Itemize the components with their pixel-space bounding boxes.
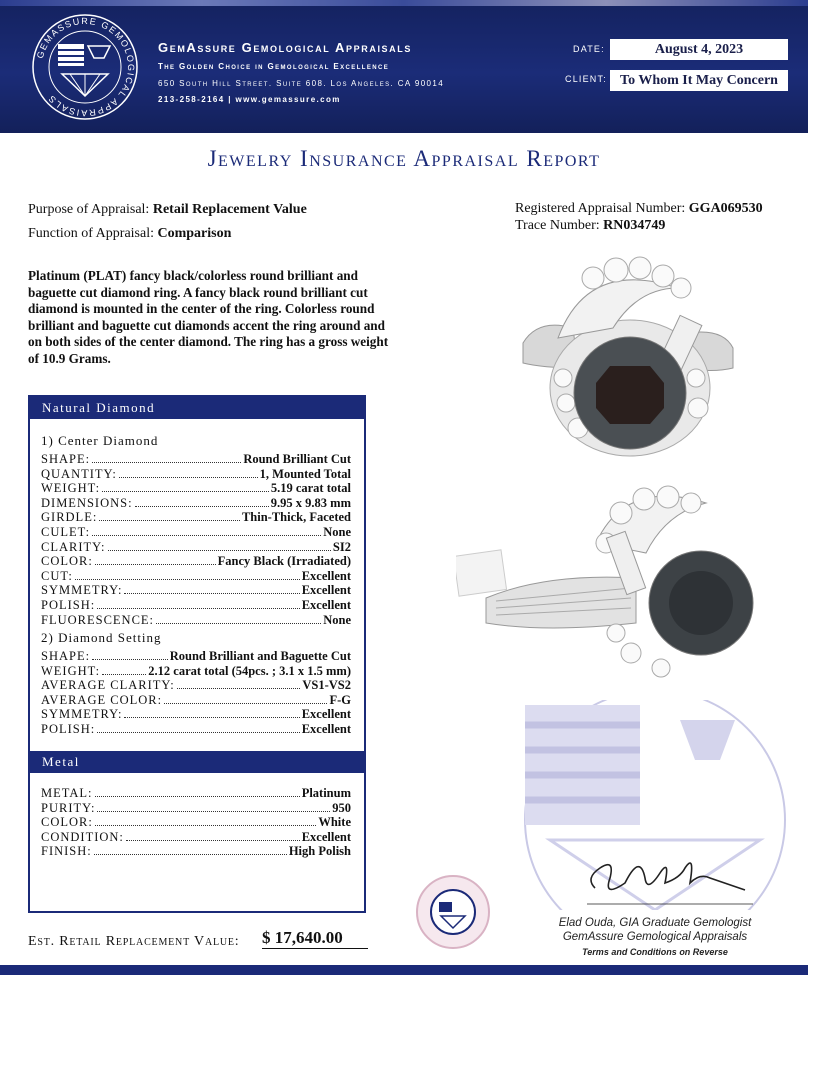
spec-label: CONDITION:: [41, 829, 124, 844]
retail-value-label: Est. Retail Replacement Value:: [28, 934, 240, 949]
spec-label: GIRDLE:: [41, 510, 98, 525]
diamond-setting-heading: 2) Diamond Setting: [41, 630, 162, 645]
spec-value: High Polish: [288, 844, 351, 859]
spec-value: Fancy Black (Irradiated): [217, 554, 351, 569]
spec-label: SHAPE:: [41, 452, 91, 466]
dot-leader: [102, 674, 146, 675]
spec-value: 5.19 carat total: [270, 481, 351, 496]
spec-value: Round Brilliant Cut: [243, 452, 351, 466]
registered-value: GGA069530: [688, 201, 763, 216]
spec-value: White: [318, 815, 351, 830]
dot-leader: [95, 825, 317, 826]
dot-leader: [97, 811, 330, 812]
spec-row: [41, 613, 351, 627]
dot-leader: [95, 796, 300, 797]
dot-leader: [156, 623, 321, 624]
spec-row: [41, 815, 351, 829]
svg-text:GEMASSURE GEMOLOGICAL APPRAISA: GEMASSURE GEMOLOGICAL APPRAISALS: [34, 15, 137, 119]
dot-leader: [108, 550, 331, 551]
spec-row: [41, 583, 351, 597]
dot-leader: [177, 688, 301, 689]
spec-label: CUT:: [41, 568, 73, 583]
spec-row: [41, 467, 351, 481]
appraiser-org: GemAssure Gemological Appraisals: [562, 931, 748, 943]
footer-bar: [0, 965, 808, 975]
spec-row: [41, 540, 351, 554]
metal-heading: Metal: [30, 751, 364, 773]
dot-leader: [126, 840, 300, 841]
spec-label: FINISH:: [41, 844, 92, 859]
gemassure-seal-logo: [30, 12, 140, 122]
center-diamond-heading: 1) Center Diamond: [41, 433, 159, 448]
dot-leader: [135, 506, 269, 507]
dot-leader: [124, 717, 299, 718]
spec-value: Excellent: [301, 722, 351, 736]
spec-label: AVERAGE CLARITY:: [41, 678, 175, 693]
client-value: To Whom It May Concern: [610, 70, 788, 91]
spec-row: [41, 801, 351, 815]
ring-photo-top: [518, 248, 738, 468]
trace-number: [515, 218, 665, 234]
spec-value: Excellent: [301, 568, 351, 583]
company-name: GemAssure Gemological Appraisals: [158, 40, 412, 55]
ring-photo-side: [456, 483, 756, 693]
dot-leader: [119, 477, 258, 478]
purpose-of-appraisal: [28, 202, 307, 218]
natural-diamond-heading: Natural Diamond: [30, 397, 364, 419]
client-label: CLIENT:: [565, 74, 607, 84]
dot-leader: [97, 732, 299, 733]
spec-value: 1, Mounted Total: [259, 466, 351, 481]
spec-label: POLISH:: [41, 722, 96, 736]
spec-row: [41, 649, 351, 663]
header-banner: [0, 0, 808, 133]
date-label: DATE:: [573, 44, 605, 54]
company-contact: 213-258-2164 | www.gemassure.com: [158, 95, 341, 104]
spec-value: None: [323, 612, 351, 627]
spec-row: [41, 496, 351, 510]
spec-value: VS1-VS2: [302, 678, 351, 693]
dot-leader: [75, 579, 300, 580]
spec-row: [41, 678, 351, 692]
spec-value: 2.12 carat total (54pcs. ; 3.1 x 1.5 mm): [148, 663, 351, 678]
appraiser-signature-block: [530, 916, 780, 944]
spec-row: [41, 693, 351, 707]
spec-row: [41, 554, 351, 568]
signature-image: [585, 848, 755, 912]
spec-row: [41, 786, 351, 800]
registered-appraisal-number: [515, 201, 763, 217]
dot-leader: [99, 520, 240, 521]
spec-value: Excellent: [301, 583, 351, 598]
spec-label: AVERAGE COLOR:: [41, 692, 163, 707]
spec-row: [41, 830, 351, 844]
spec-row: [41, 722, 351, 736]
spec-label: SHAPE:: [41, 649, 91, 663]
purpose-label: Purpose of Appraisal:: [28, 202, 150, 217]
function-label: Function of Appraisal:: [28, 226, 154, 241]
spec-label: COLOR:: [41, 554, 93, 569]
dot-leader: [164, 703, 327, 704]
registered-label: Registered Appraisal Number:: [515, 201, 686, 216]
spec-value: 9.95 x 9.83 mm: [270, 495, 351, 510]
spec-label: POLISH:: [41, 598, 96, 612]
spec-value: Excellent: [301, 598, 351, 612]
item-description: Platinum (PLAT) fancy black/colorless round brilliant and baguette cut diamond ring. A fancy black round brilliant cut diamond is mounted in the center of the ring. Colorless round brilliant and baguette cut diamonds accent the ring around and on both sides of the center diamond. The ring has a gross weight of 10.9 Grams.: [28, 268, 389, 366]
function-of-appraisal: [28, 226, 231, 242]
dot-leader: [92, 535, 321, 536]
spec-label: CULET:: [41, 525, 91, 539]
spec-label: WEIGHT:: [41, 663, 101, 678]
spec-value: SI2: [332, 539, 351, 554]
company-tagline: The Golden Choice in Gemological Excellence: [158, 62, 390, 71]
spec-row: [41, 510, 351, 524]
terms-notice: Terms and Conditions on Reverse: [582, 947, 728, 957]
function-value: Comparison: [157, 226, 232, 241]
dot-leader: [92, 659, 168, 660]
dot-leader: [124, 593, 299, 594]
spec-label: FLUORESCENCE:: [41, 612, 155, 627]
spec-value: Round Brilliant and Baguette Cut: [169, 649, 351, 663]
appraiser-name: Elad Ouda, GIA Graduate Gemologist: [558, 917, 752, 929]
trace-value: RN034749: [603, 218, 666, 233]
spec-value: 950: [332, 800, 351, 815]
spec-row: [41, 452, 351, 466]
spec-label: COLOR:: [41, 815, 93, 830]
spec-value: F-G: [329, 692, 351, 707]
dot-leader: [97, 608, 299, 609]
spec-value: Thin-Thick, Faceted: [241, 510, 351, 525]
purpose-value: Retail Replacement Value: [152, 202, 307, 217]
spec-label: METAL:: [41, 786, 93, 800]
spec-value: Platinum: [301, 786, 351, 800]
spec-label: WEIGHT:: [41, 481, 101, 496]
spec-value: Excellent: [301, 707, 351, 722]
dot-leader: [92, 462, 241, 463]
spec-value: None: [323, 525, 351, 539]
gemassure-stamp: [413, 872, 493, 952]
spec-row: [41, 525, 351, 539]
spec-row: [41, 598, 351, 612]
spec-label: CLARITY:: [41, 539, 106, 554]
spec-label: SYMMETRY:: [41, 707, 123, 722]
dot-leader: [94, 854, 287, 855]
details-panel: [28, 395, 366, 913]
dot-leader: [95, 564, 216, 565]
spec-row: [41, 664, 351, 678]
header-color-strip: [0, 0, 808, 6]
spec-label: DIMENSIONS:: [41, 495, 133, 510]
company-address: 650 South Hill Street. Suite 608. Los Angeles. CA 90014: [158, 79, 445, 88]
report-title: Jewelry Insurance Appraisal Report: [207, 146, 601, 171]
date-value: August 4, 2023: [610, 39, 788, 60]
spec-label: SYMMETRY:: [41, 583, 123, 598]
spec-value: Excellent: [301, 829, 351, 844]
spec-row: [41, 481, 351, 495]
retail-value-amount: $ 17,640.00: [262, 928, 368, 949]
spec-label: PURITY:: [41, 800, 96, 815]
dot-leader: [102, 491, 269, 492]
spec-row: [41, 707, 351, 721]
spec-row: [41, 844, 351, 858]
spec-label: QUANTITY:: [41, 466, 117, 481]
spec-row: [41, 569, 351, 583]
trace-label: Trace Number:: [515, 218, 600, 233]
